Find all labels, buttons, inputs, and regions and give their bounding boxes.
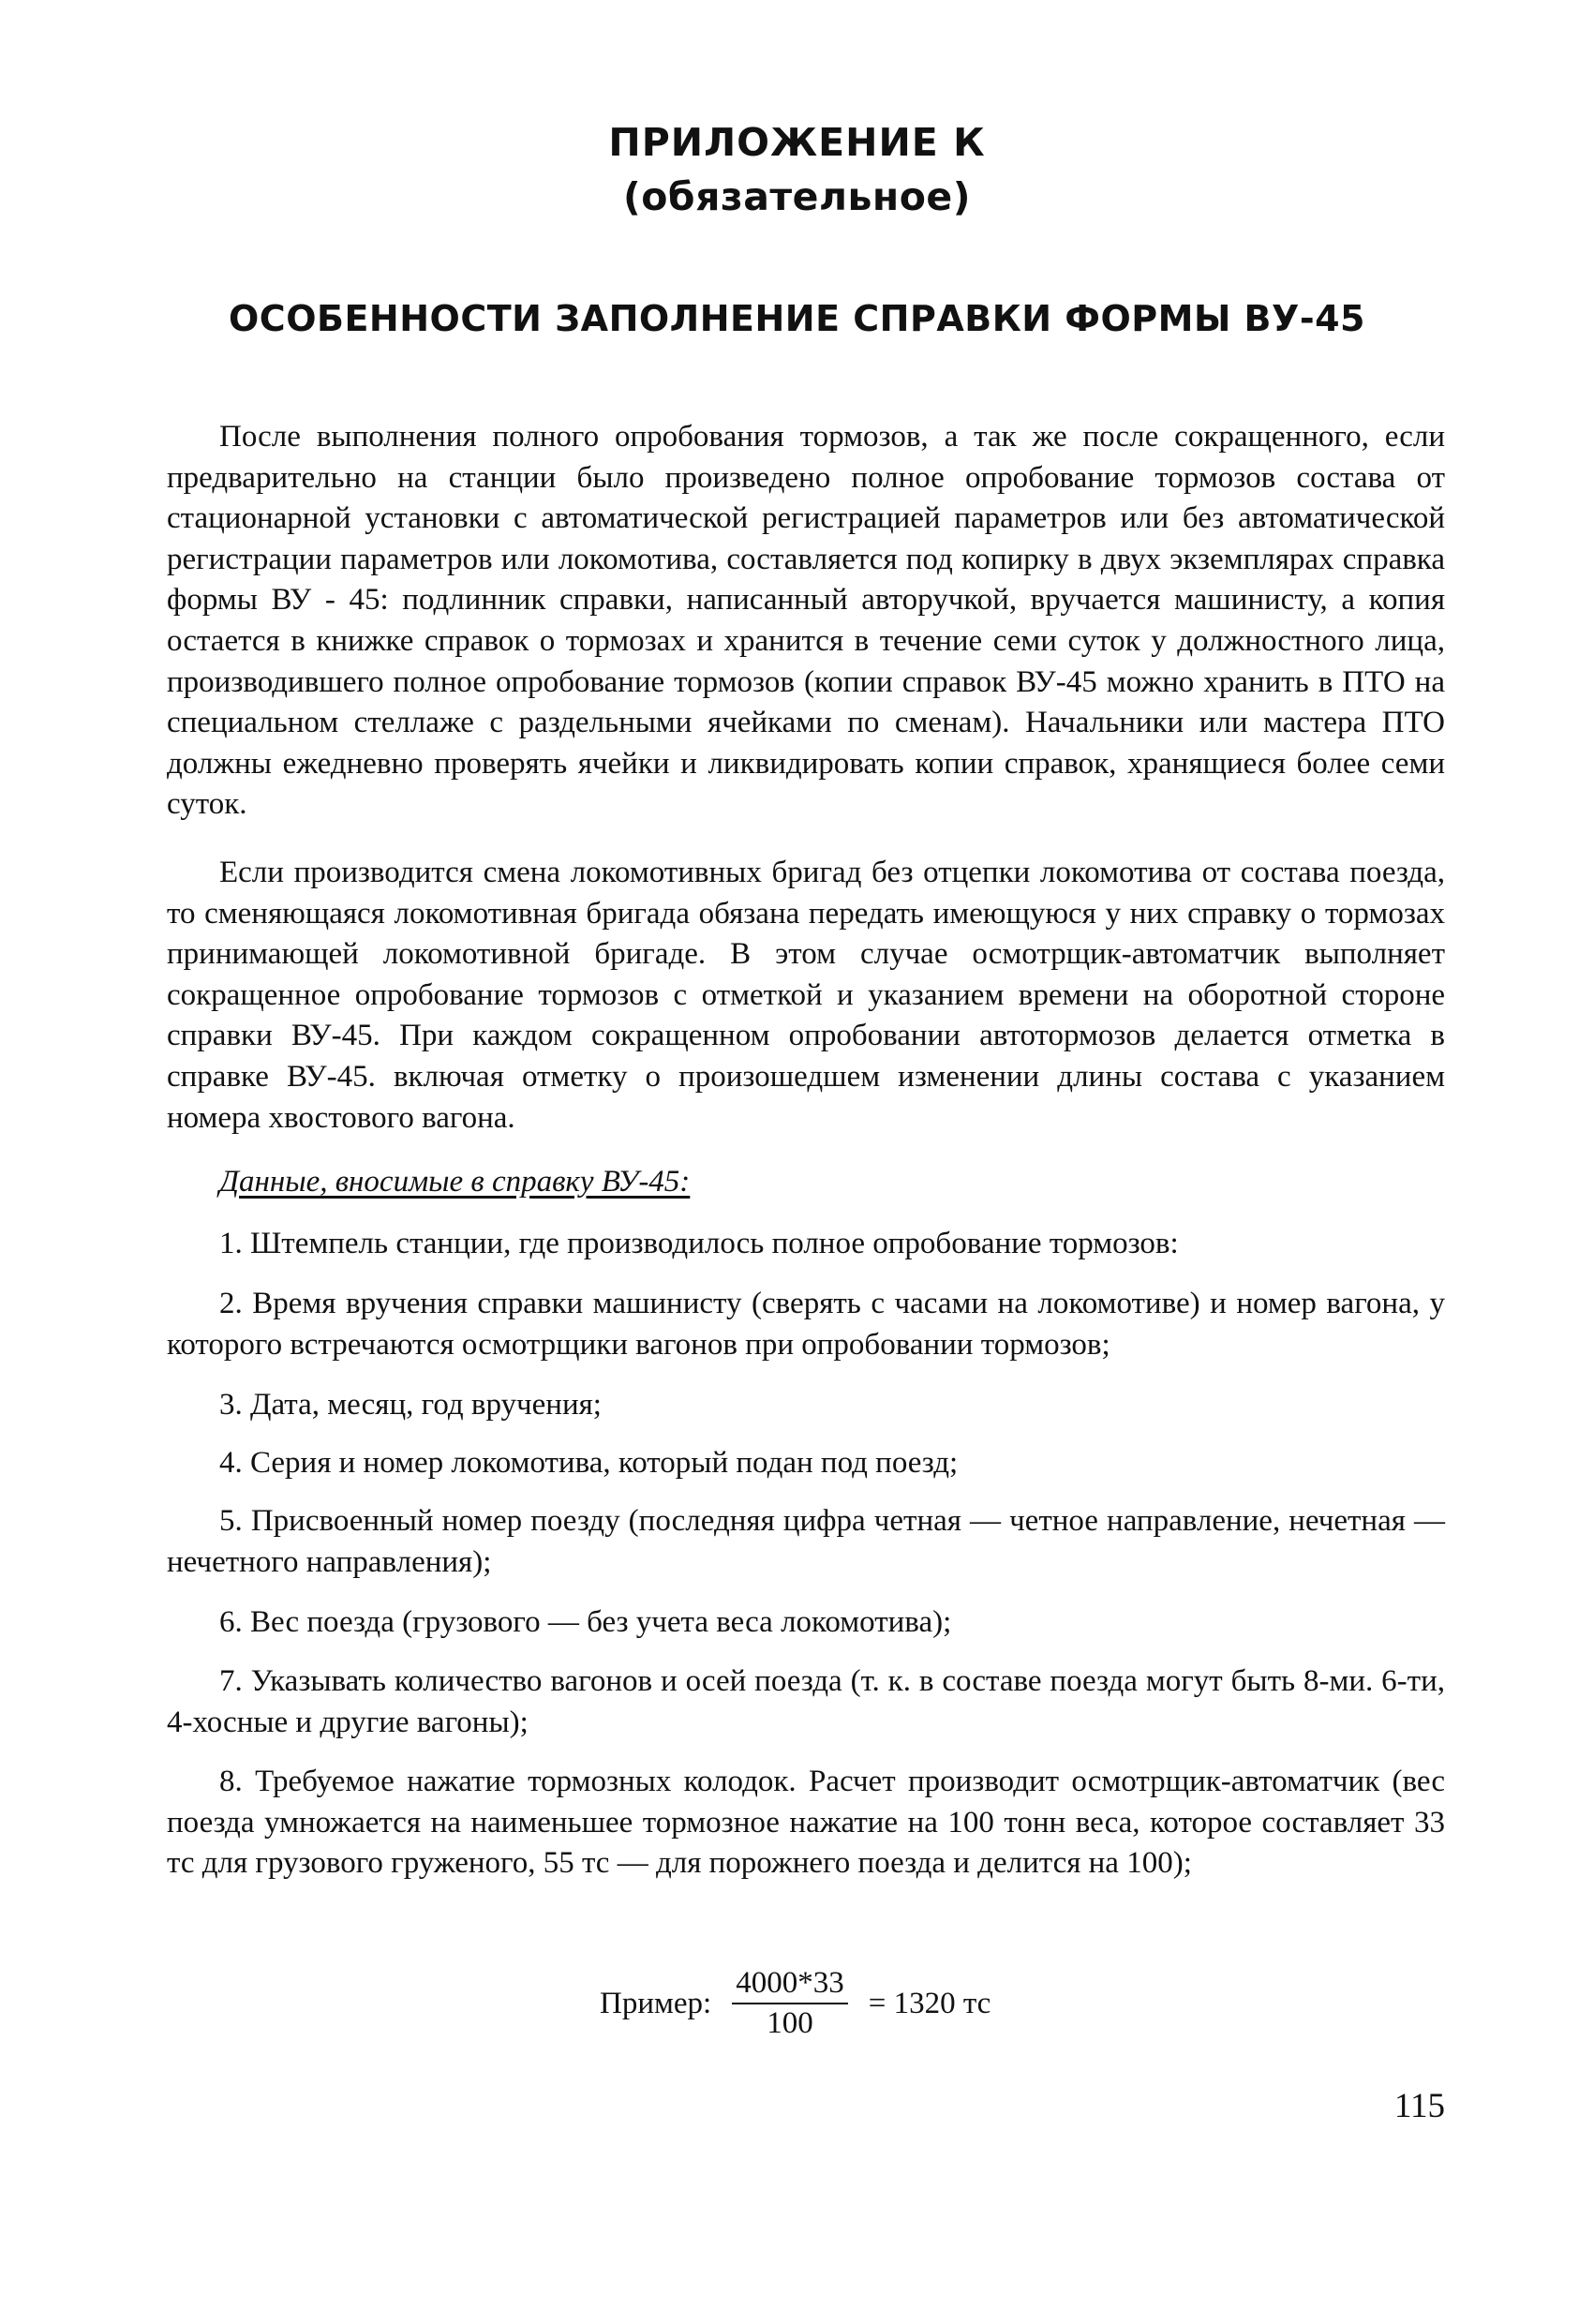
- data-list-subheading: Данные, вносимые в справку ВУ-45:: [219, 1165, 691, 1199]
- example-formula: [600, 1957, 991, 2050]
- list-item: 3. Дата, месяц, год вручения;: [219, 1388, 602, 1422]
- fraction-denominator: 100: [767, 2006, 813, 2040]
- paragraph-2-block: [167, 853, 1445, 1139]
- list-item: 8. Требуемое нажатие тормозных колодок. Расчет производит осмотрщик-автоматчик (вес поезда умножается на наименьшее тормозное нажатие на 100 тонн веса, которое составляет 33 тс для грузового груженого, 55 тс — для порожнего поезда и делится на 100);: [167, 1765, 1445, 1881]
- list-item: 2. Время вручения справки машинисту (сверять с часами на локомотиве) и номер вагона, у которого встречаются осмотрщики вагонов при опробовании тормозов;: [167, 1287, 1445, 1362]
- paragraph-1-block: [167, 417, 1445, 826]
- fraction-numerator: 4000*33: [732, 1966, 848, 2004]
- paragraph-2: Если производится смена локомотивных бригад без отцепки локомотива от состава поезда, то сменяющаяся локомотивная бригада обязана передать имеющуюся у них справку о тормозах принимающей локомотивной бригаде. В этом случае осмотрщик-автоматчик выполняет сокращенное опробование тормозов с отметкой и указанием времени на оборотной стороне справки ВУ-45. При каждом сокращенном опробовании автотормозов делается отметка в справке ВУ-45. включая отметку о произошедшем изменении длины состава с указанием номера хвостового вагона.: [167, 856, 1445, 1135]
- list-item: 4. Серия и номер локомотива, который подан под поезд;: [219, 1446, 959, 1480]
- page-number: 115: [1393, 2087, 1445, 2125]
- annex-heading: ПРИЛОЖЕНИЕ К: [608, 120, 986, 165]
- example-result: = 1320 тс: [868, 1986, 991, 2020]
- mandatory-label: (обязательное): [623, 174, 971, 219]
- list-item: 7. Указывать количество вагонов и осей поезда (т. к. в составе поезда могут быть 8-ми. 6-ти, 4-хосные и другие вагоны);: [167, 1664, 1445, 1739]
- list-item: 5. Присвоенный номер поезду (последняя цифра четная — четное направление, нечетная — нечетного направления);: [167, 1504, 1445, 1579]
- list-item: 1. Штемпель станции, где производилось полное опробование тормозов:: [219, 1227, 1179, 1260]
- paragraph-1: После выполнения полного опробования тормозов, а так же после сокращенного, если предварительно на станции было произведено полное опробование тормозов состава от стационарной установки с автоматической регистрацией параметров или без автоматической регистрации параметров или локомотива, составляется под копирку в двух экземплярах справка формы ВУ - 45: подлинник справки, написанный авторучкой, вручается машинисту, а копия остается в книжке справок о тормозах и хранится в течение семи суток у должностного лица, производившего полное опробование тормозов (копии справок ВУ-45 можно хранить в ПТО на специальном стеллаже с раздельными ячейками по сменам). Начальники или мастера ПТО должны ежедневно проверять ячейки и ликвидировать копии справок, хранящиеся более семи суток.: [167, 420, 1445, 822]
- list-item: 6. Вес поезда (грузового — без учета веса локомотива);: [219, 1605, 952, 1639]
- example-label: Пример:: [600, 1986, 712, 2020]
- document-title: ОСОБЕННОСТИ ЗАПОЛНЕНИЕ СПРАВКИ ФОРМЫ ВУ-45: [229, 298, 1365, 339]
- fraction: [732, 1966, 848, 2041]
